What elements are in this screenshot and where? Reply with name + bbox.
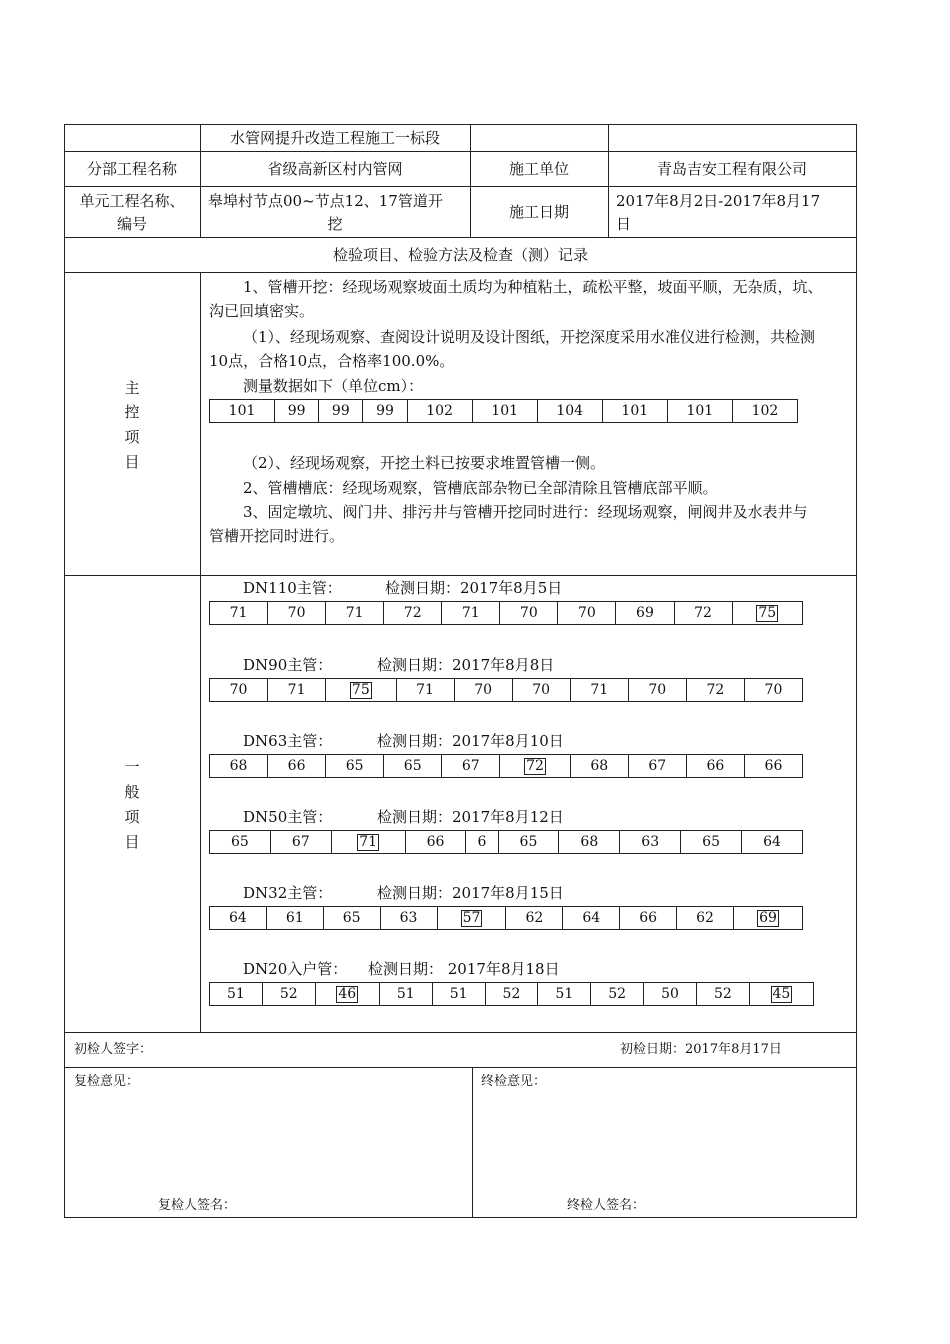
measurement-cell: 99 [319,400,363,423]
measurement-cell: 52 [591,983,644,1006]
out-of-tolerance-value: 75 [351,681,370,698]
measurement-cell: 71 [210,602,268,625]
measurement-cell: 70 [268,602,326,625]
measurement-cell: 65 [384,755,442,778]
measurement-cell: 67 [628,755,686,778]
measurement-cell: 101 [472,400,537,423]
project-name: 水管网提升改造工程施工一标段 [229,129,440,147]
measurement-cell: 70 [454,679,512,702]
measurement-cell: 65 [326,755,384,778]
out-of-tolerance-value: 45 [772,985,791,1002]
measurement-cell [326,679,396,702]
measurement-cell [733,907,802,930]
table-row [210,679,803,702]
measurement-cell: 104 [537,400,602,423]
pipe-group-date: 检测日期：2017年8月15日 [377,884,564,902]
main-p1-line1: 1、管槽开挖：经现场观察坡面土质均为种植粘土，疏松平整，坡面平顺，无杂质，坑、 [243,278,823,296]
measurement-cell: 70 [628,679,686,702]
measurement-cell: 51 [210,983,263,1006]
final-opinion-label: 终检意见： [481,1074,547,1089]
measurement-cell [437,907,506,930]
measurement-cell: 67 [442,755,500,778]
measurement-cell: 51 [538,983,591,1006]
main-p2-line1: （1）、经现场观察、查阅设计说明及设计图纸，开挖深度采用水准仪进行检测，共检测 [243,328,816,346]
measurement-cell: 62 [506,907,563,930]
out-of-tolerance-value: 69 [759,909,777,926]
measurement-cell: 70 [744,679,802,702]
measurement-cell: 6 [466,831,498,854]
pipe-measurement-table [209,754,803,778]
measurement-cell: 101 [667,400,732,423]
measurement-cell: 63 [620,831,681,854]
measurement-cell: 72 [384,602,442,625]
pipe-group-title: DN32主管： [243,884,333,902]
table-row [210,400,798,423]
sub-project-value: 省级高新区村内管网 [267,160,403,178]
measurement-cell: 72 [686,679,744,702]
measurement-cell: 70 [512,679,570,702]
measurement-cell: 71 [442,602,500,625]
measurement-cell: 102 [732,400,797,423]
measurement-cell: 71 [326,602,384,625]
pipe-group-title: DN110主管： [243,579,342,597]
table-row [210,983,814,1006]
measurement-cell: 68 [210,755,268,778]
measurement-cell: 65 [323,907,380,930]
date-value-line2: 日 [616,215,632,233]
measurement-cell: 72 [674,602,732,625]
main-p2-line2: 10点，合格10点，合格率100.0%。 [209,352,455,370]
pipe-measurement-table [209,678,803,702]
main-p6-line2: 管槽开挖同时进行。 [209,527,345,545]
measurement-cell: 62 [677,907,734,930]
measurement-cell: 68 [559,831,620,854]
section-title: 检验项目、检验方法及检查（测）记录 [332,246,588,264]
contractor-label: 施工单位 [508,160,569,178]
unit-label-line1: 单元工程名称、 [79,192,185,210]
out-of-tolerance-value: 75 [758,604,777,621]
measurement-cell: 64 [563,907,620,930]
main-p5: 2、管槽槽底：经现场观察，管槽底部杂物已全部清除且管槽底部平顺。 [243,479,718,497]
measurement-cell: 66 [405,831,466,854]
measurement-cell: 66 [620,907,677,930]
measurement-cell: 50 [644,983,697,1006]
pipe-group-date: 检测日期：2017年8月5日 [385,579,563,597]
date-value-line1: 2017年8月2日-2017年8月17 [616,192,821,210]
initial-inspector-sign: 初检人签字： [74,1042,153,1057]
measurement-cell: 64 [210,907,267,930]
measurement-cell: 52 [485,983,538,1006]
measurement-cell: 63 [380,907,437,930]
main-p4: （2）、经现场观察，开挖土料已按要求堆置管槽一侧。 [243,454,606,472]
table-row [210,831,803,854]
main-p3: 测量数据如下（单位cm）： [243,377,424,395]
table-row [210,602,803,625]
measurement-cell: 51 [432,983,485,1006]
measurement-cell: 99 [363,400,407,423]
pipe-group-date: 检测日期：2017年8月12日 [377,808,564,826]
out-of-tolerance-value: 57 [462,909,481,926]
pipe-group-title: DN20入户管： [243,960,348,978]
measurement-cell: 70 [210,679,268,702]
final-signature-label: 终检人签名： [567,1198,646,1213]
date-label: 施工日期 [508,203,569,221]
measurement-cell: 70 [500,602,558,625]
measurement-cell: 52 [696,983,749,1006]
pipe-group-date: 检测日期： 2017年8月18日 [368,960,560,978]
unit-label-line2: 编号 [116,215,147,233]
pipe-measurement-table [209,601,803,625]
recheck-signature-label: 复检人签名： [158,1198,237,1213]
measurement-cell: 68 [570,755,628,778]
initial-inspection-date: 初检日期：2017年8月17日 [620,1042,782,1057]
pipe-measurement-table [209,982,814,1006]
pipe-group-date: 检测日期：2017年8月8日 [377,656,555,674]
measurement-cell: 66 [686,755,744,778]
measurement-cell: 65 [498,831,559,854]
measurement-cell: 71 [570,679,628,702]
pipe-group-title: DN90主管： [243,656,333,674]
measurement-cell: 102 [407,400,472,423]
measurement-cell: 99 [275,400,319,423]
measurement-cell: 101 [602,400,667,423]
out-of-tolerance-value: 46 [338,985,357,1002]
pipe-measurement-table [209,906,803,930]
unit-value-line2: 挖 [327,215,343,233]
table-row [210,755,803,778]
measurement-cell: 61 [266,907,323,930]
out-of-tolerance-value: 72 [526,757,544,774]
sub-project-label: 分部工程名称 [86,160,177,178]
measurement-cell: 66 [744,755,802,778]
measurement-cell: 71 [268,679,326,702]
measurement-cell [315,983,379,1006]
measurement-cell: 51 [379,983,432,1006]
pipe-group-title: DN50主管： [243,808,333,826]
measurement-cell: 67 [270,831,331,854]
main-p6-line1: 3、固定墩坑、阀门井、排污井与管槽开挖同时进行：经现场观察，闸阀井及水表井与 [243,503,808,521]
measurement-cell [331,831,405,854]
measurement-cell: 52 [262,983,315,1006]
measurement-cell: 101 [210,400,275,423]
measurement-cell: 69 [616,602,674,625]
table-row [210,907,803,930]
excavation-depth-table [209,399,798,423]
main-p1-line2: 沟已回填密实。 [209,302,315,320]
measurement-cell: 64 [742,831,803,854]
measurement-cell: 70 [558,602,616,625]
measurement-cell: 71 [396,679,454,702]
pipe-measurement-table [209,830,803,854]
out-of-tolerance-value: 71 [359,833,378,850]
recheck-opinion-label: 复检意见： [74,1074,140,1089]
measurement-cell [749,983,813,1006]
measurement-cell: 65 [210,831,271,854]
measurement-cell: 65 [681,831,742,854]
pipe-group-title: DN63主管： [243,732,333,750]
measurement-cell [732,602,802,625]
contractor-value: 青岛吉安工程有限公司 [656,160,807,178]
unit-value-line1: 皋埠村节点00~节点12、17管道开 [208,192,443,210]
pipe-group-date: 检测日期：2017年8月10日 [377,732,564,750]
measurement-cell: 66 [268,755,326,778]
measurement-cell [500,755,570,778]
